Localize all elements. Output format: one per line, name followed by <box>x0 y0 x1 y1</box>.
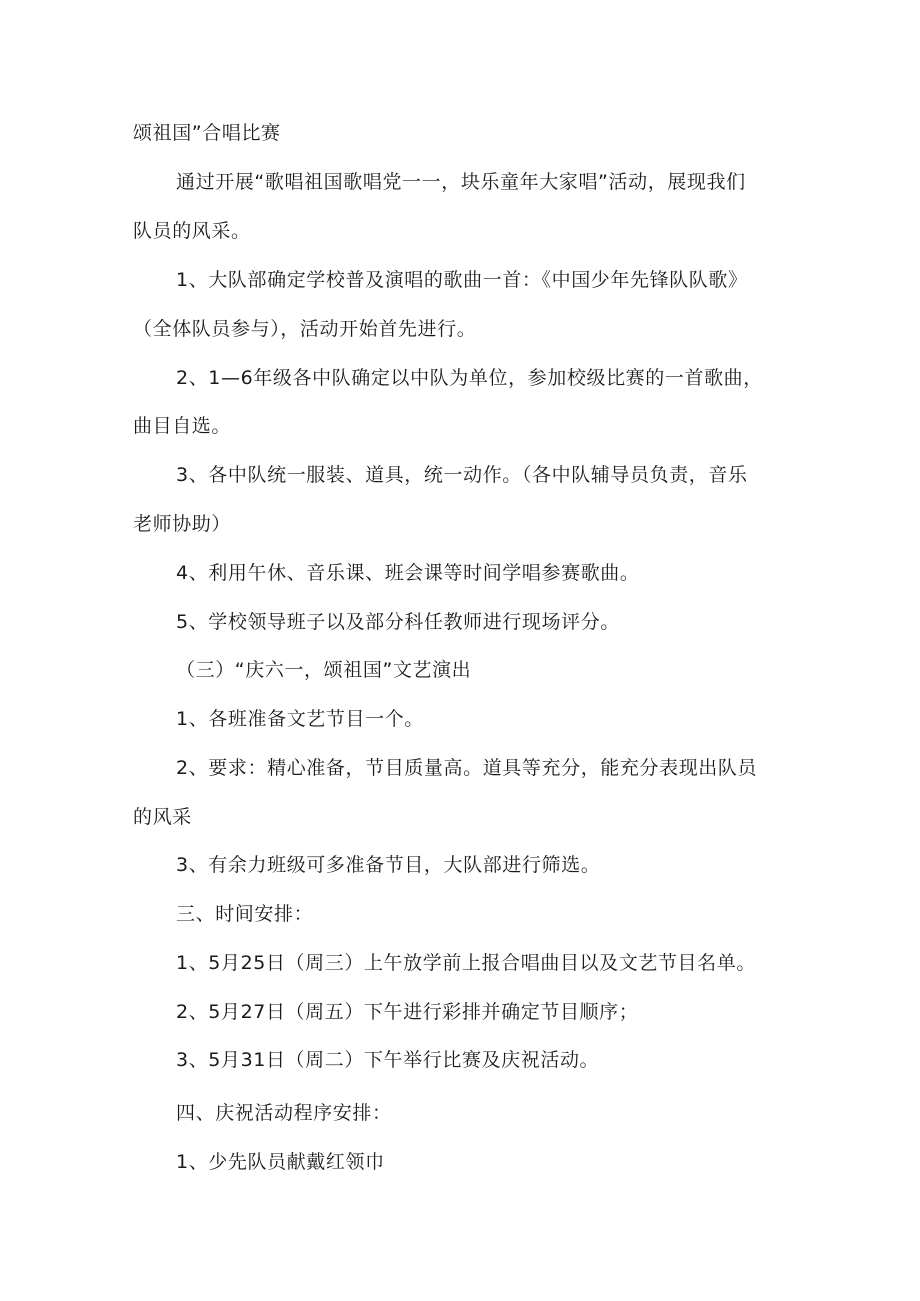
text-line-14: 2、要求：精心准备，节目质量高。道具等充分，能充分表现出队员 <box>176 757 758 779</box>
text-line-16: 3、有余力班级可多准备节目，大队部进行筛选。 <box>176 854 601 876</box>
text-line-19: 2、5月27日（周五）下午进行彩排并确定节目顺序； <box>176 1001 639 1023</box>
section-heading-time: 三、时间安排： <box>176 903 314 925</box>
text-line-7: 曲目自选。 <box>133 415 232 437</box>
text-line-2: 通过开展“歌唱祖国歌唱党一一，块乐童年大家唱”活动，展现我们 <box>176 171 746 193</box>
text-line-8: 3、各中队统一服装、道具，统一动作。（各中队辅导员负责，音乐 <box>176 464 748 486</box>
text-line-11: 5、学校领导班子以及部分科任教师进行现场评分。 <box>176 611 620 633</box>
text-line-9: 老师协助） <box>133 513 232 535</box>
text-line-4: 1、大队部确定学校普及演唱的歌曲一首：《中国少年先锋队队歌》 <box>176 269 748 291</box>
section-heading-program: 四、庆祝活动程序安排： <box>176 1102 392 1124</box>
text-line-20: 3、5月31日（周二）下午举行比赛及庆祝活动。 <box>176 1049 600 1071</box>
text-line-22: 1、少先队员献戴红领巾 <box>176 1151 385 1173</box>
text-line-5: （全体队员参与），活动开始首先进行。 <box>133 318 477 340</box>
text-line-6: 2、1—6年级各中队确定以中队为单位，参加校级比赛的一首歌曲， <box>176 367 763 389</box>
text-line-13: 1、各班准备文艺节目一个。 <box>176 708 424 730</box>
text-line-1: 颂祖国”合唱比赛 <box>133 122 281 144</box>
text-line-15: 的风采 <box>133 806 192 828</box>
section-heading-3: （三）“庆六一，颂祖国”文艺演出 <box>176 659 472 681</box>
text-line-18: 1、5月25日（周三）上午放学前上报合唱曲目以及文艺节目名单。 <box>176 952 756 974</box>
text-line-10: 4、利用午休、音乐课、班会课等时间学唱参赛歌曲。 <box>176 562 640 584</box>
text-line-3: 队员的风采。 <box>133 220 251 242</box>
